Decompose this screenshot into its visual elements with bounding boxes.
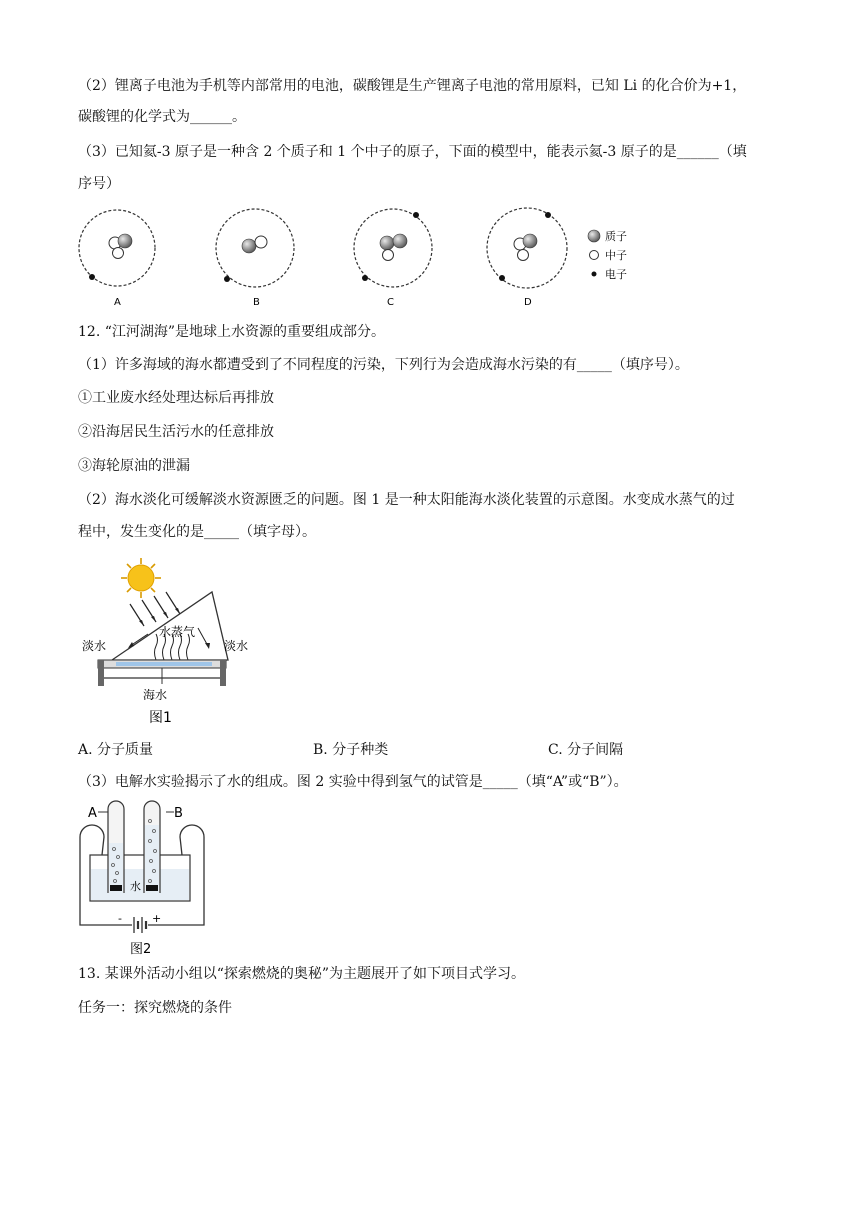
model-c (354, 209, 432, 308)
sea-water-label: 海水 (143, 688, 168, 702)
figure-1-caption: 图1 (149, 710, 172, 726)
tube-b (144, 801, 160, 893)
battery-icon (134, 917, 146, 933)
sun-icon (121, 558, 161, 598)
electron-legend-icon (592, 272, 597, 277)
model-c-label: C (387, 297, 394, 308)
negative-terminal-label: - (118, 912, 122, 925)
q11-part3-line1: （3）已知氦-3 原子是一种含 2 个质子和 1 个中子的原子，下面的模型中，能表示氦-3 原子的是______（填 (78, 144, 747, 160)
option-c: C. 分子间隔 (548, 742, 624, 758)
option-a: A. 分子质量 (78, 742, 154, 758)
q11-part2-line1: （2）锂离子电池为手机等内部常用的电池，碳酸锂是生产锂离子电池的常用原料，已知 Li 的化合价为+1， (78, 78, 747, 94)
q12-item-3: ③海轮原油的泄漏 (78, 458, 190, 474)
legend-proton: 质子 (605, 230, 627, 243)
q12-part2-line1: （2）海水淡化可缓解淡水资源匮乏的问题。图 1 是一种太阳能海水淡化装置的示意图。水变成水蒸气的过 (78, 492, 735, 508)
tube-a (108, 801, 124, 893)
proton-legend-icon (588, 230, 600, 242)
model-d (487, 208, 567, 308)
atom-legend (588, 229, 627, 281)
fresh-water-left-label: 淡水 (82, 639, 107, 653)
q11-part3-line2: 序号） (78, 176, 120, 192)
q13-title: 13. 某课外活动小组以“探索燃烧的奥秘”为主题展开了如下项目式学习。 (78, 966, 526, 982)
positive-terminal-label: + (152, 912, 162, 925)
q11-part2-line2: 碳酸锂的化学式为______。 (78, 109, 246, 125)
q12-item-2: ②沿海居民生活污水的任意排放 (78, 424, 274, 440)
atom-models-figure (75, 203, 655, 311)
water-label: 水 (130, 880, 141, 893)
model-b-label: B (253, 297, 260, 308)
vapor-label: 水蒸气 (159, 625, 196, 639)
model-b (216, 209, 294, 308)
fresh-water-right-label: 淡水 (224, 639, 249, 653)
legend-neutron: 中子 (605, 249, 627, 262)
electrolysis-figure (78, 797, 206, 959)
option-b: B. 分子种类 (313, 742, 389, 758)
tube-b-label: B (174, 806, 183, 821)
legend-electron: 电子 (605, 268, 627, 281)
neutron-legend-icon (590, 251, 599, 260)
solar-desalination-figure (78, 556, 258, 726)
model-a-label: A (114, 297, 121, 308)
q12-part2-line2: 程中，发生变化的是_____（填字母）。 (78, 524, 316, 540)
model-d-label: D (524, 297, 532, 308)
model-a (79, 210, 155, 308)
q12-part1: （1）许多海域的海水都遭受到了不同程度的污染，下列行为会造成海水污染的有_____（填序号）。 (78, 357, 689, 373)
tube-a-label: A (88, 806, 97, 821)
q12-item-1: ①工业废水经处理达标后再排放 (78, 390, 274, 406)
q12-part3: （3）电解水实验揭示了水的组成。图 2 实验中得到氢气的试管是_____（填“A”或“B”）。 (78, 774, 628, 790)
figure-2-caption: 图2 (130, 942, 152, 957)
q12-title: 12. “江河湖海”是地球上水资源的重要组成部分。 (78, 324, 386, 340)
q13-task1: 任务一：探究燃烧的条件 (78, 1000, 232, 1016)
